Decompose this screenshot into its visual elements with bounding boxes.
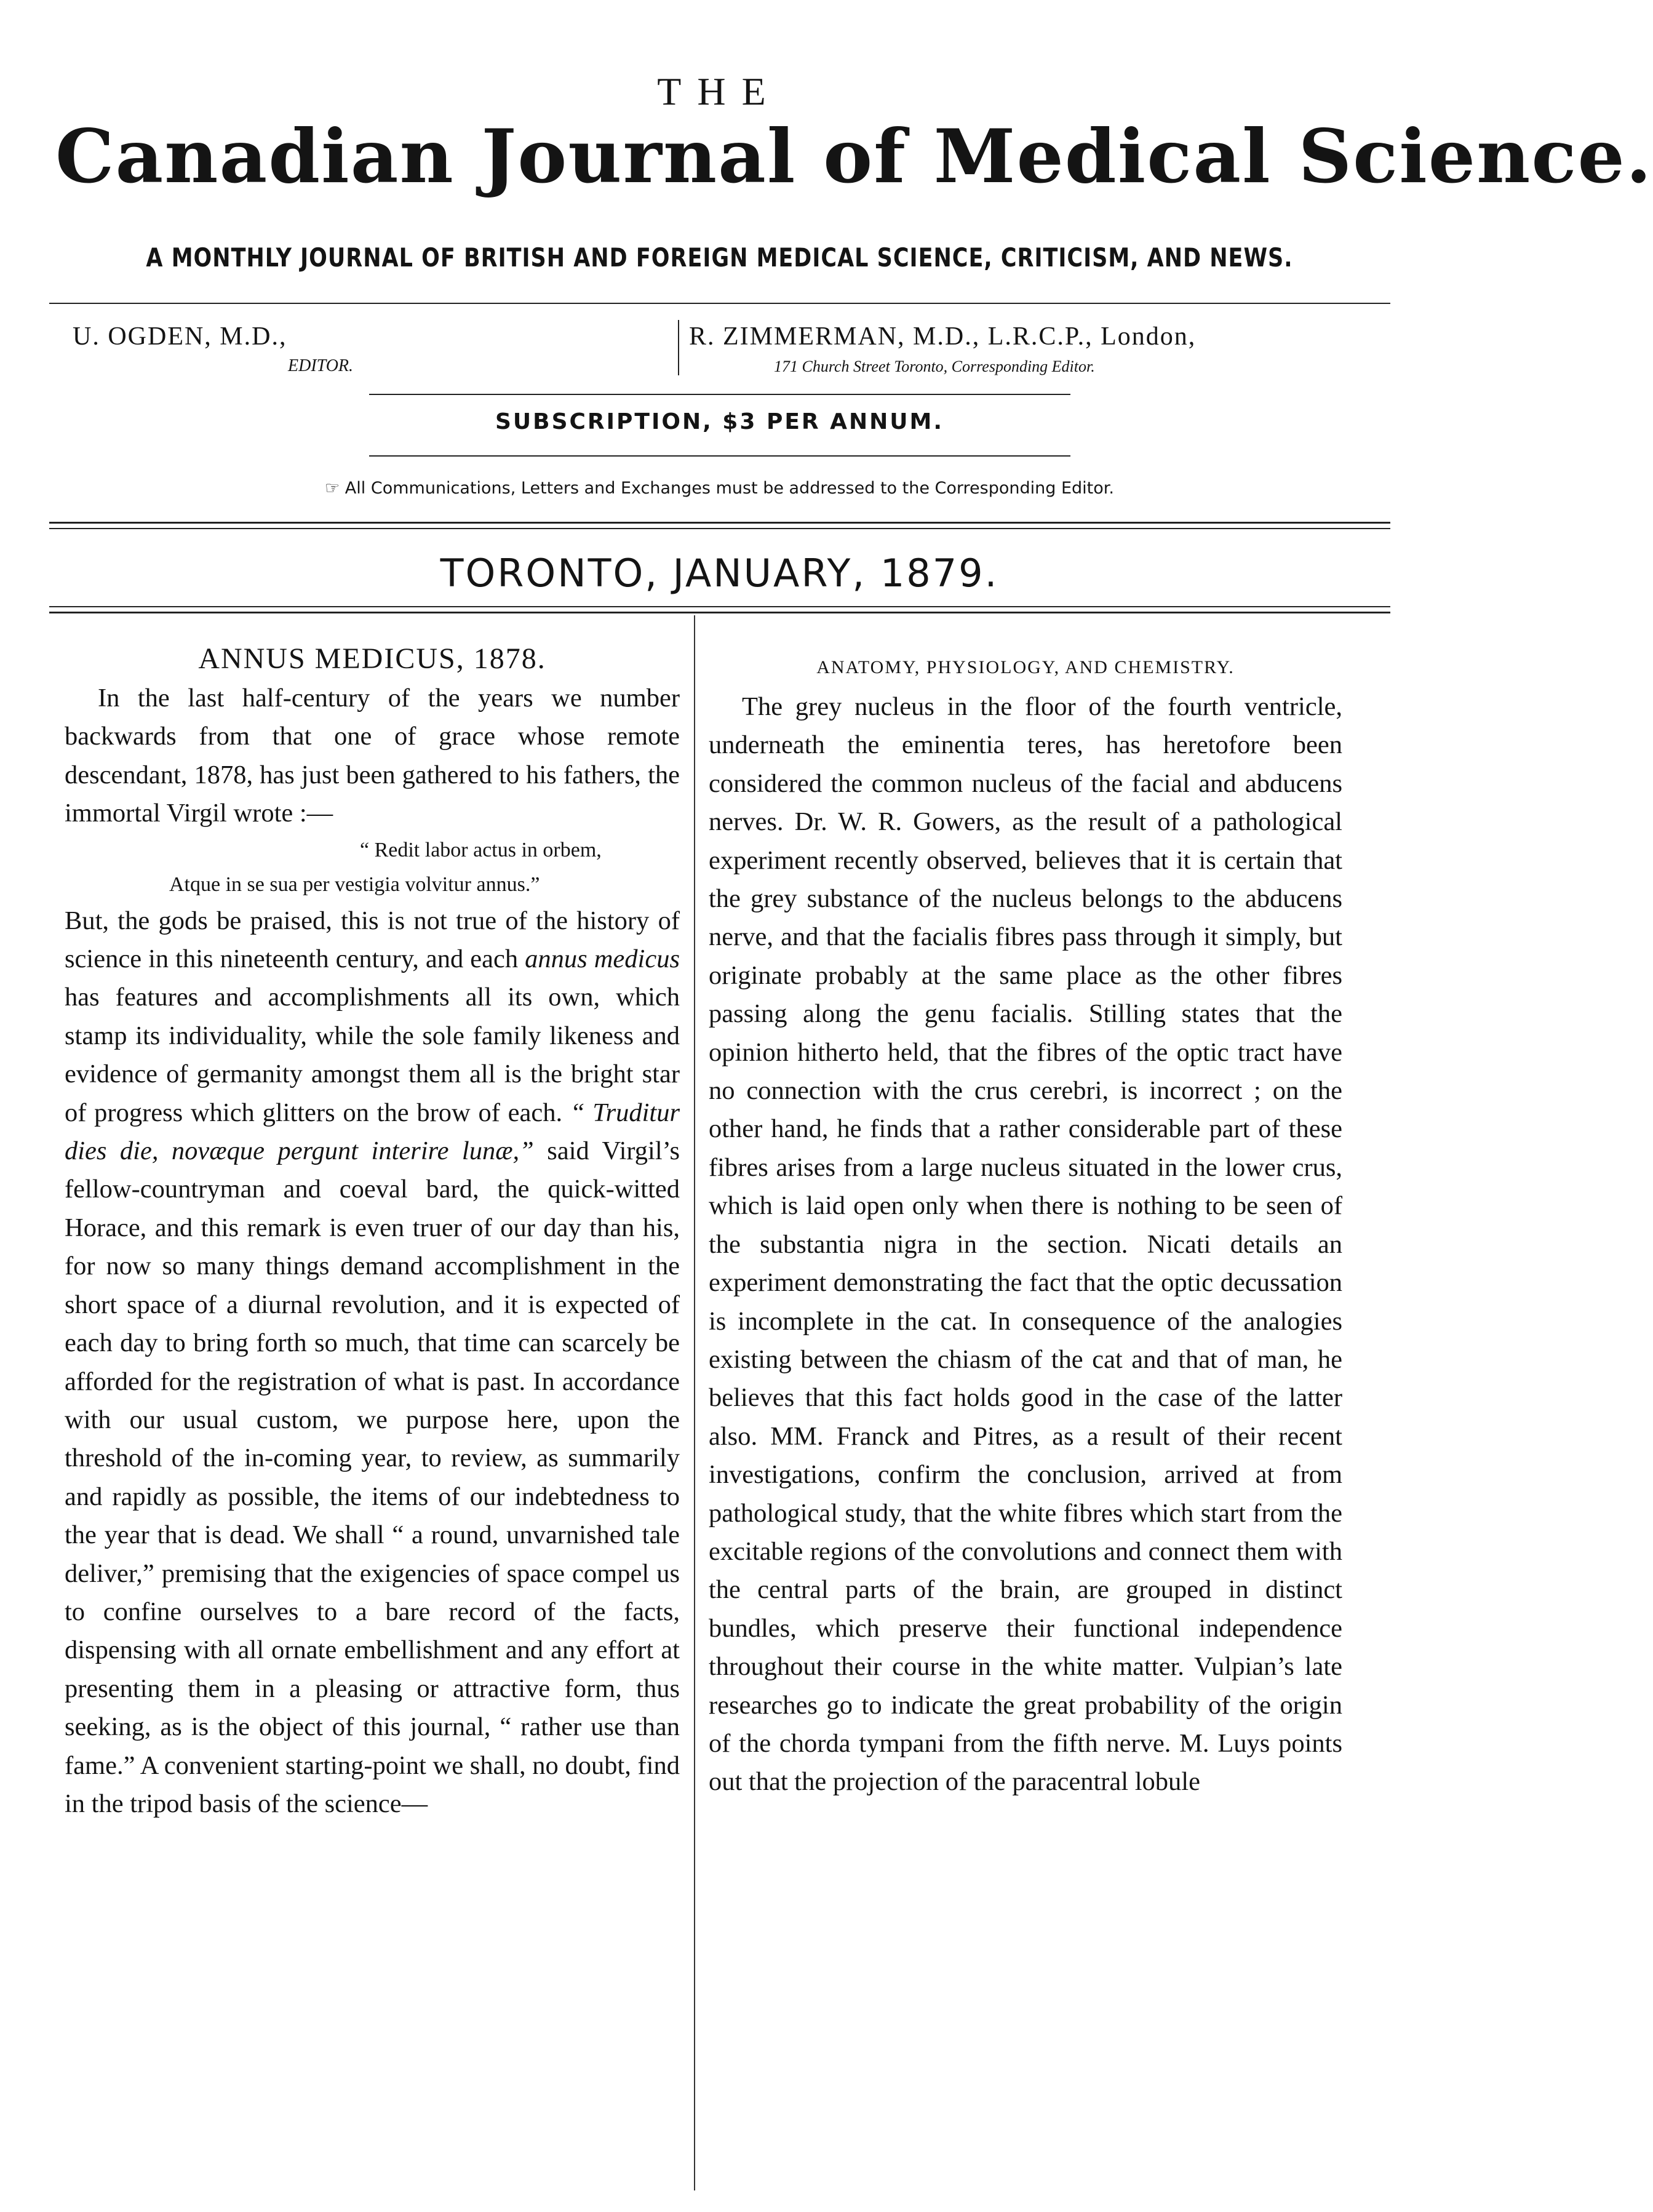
article-paragraph: In the last half-century of the years we number backwards from that one of grace whose remote descendant, 1878, has just been gathered to his fathers, the immortal Virgil wrote :— — [65, 684, 680, 828]
italic-phrase: annus medicus — [525, 944, 680, 974]
section-paragraph: The grey nucleus in the floor of the fourth ventricle, underneath the eminentia teres, has heretofore been considered the common nucleus of the facial and abducens nerves. Dr. W. R. Gowers, as the result of a pathological experiment recently observed, believes that it is certain that the grey substance of the nucleus belongs to the abducens nerve, and that the facialis fibres pass through it simply, but originate probably at the same place as the other fibres passing along the genu facialis. Stilling states that the opinion hitherto held, that the fibres of the optic tract have no connection with the crus cerebri, is incorrect ; on the other hand, he finds that a rather considerable part of these fibres arises from a large nucleus situated in the lower crus, which is laid open only when there is nothing to be seen of the substantia nigra in the section. Nicati details an experiment demonstrating the fact that the optic decussation is incomplete in the cat. In consequence of the analogies existing between the chiasm of the cat and that of man, he believes that this fact holds good in the case of the latter also. MM. Franck and Pitres, as a result of their recent investigations, confirm the conclusion, arrived at from pathological study, that the white fibres which start from the excitable regions of the convolutions and connect them with the central parts of the brain, are grouped in distinct bundles, which preserve their functional independence throughout their course in the white matter. Vulpian’s late researches go to indicate the great probability of the origin of the chorda tympani from the fifth nerve. M. Luys points out that the projection of the paracentral lobule — [709, 692, 1342, 1797]
column-separator — [694, 615, 695, 2190]
header-rule — [49, 303, 1390, 304]
article-heading: ANNUS MEDICUS, 1878. — [198, 642, 546, 675]
latin-quote-line: “ Redit labor actus in orbem, — [360, 838, 602, 861]
dateline-rule-top-1 — [49, 522, 1390, 524]
subscription-rule-top — [369, 394, 1070, 395]
italic-quote: “ Truditur dies die, novæque pergunt interire lunæ,” — [65, 1098, 680, 1166]
dateline-rule-bottom-2 — [49, 612, 1390, 613]
left-column — [65, 640, 680, 1823]
editor-name: U. OGDEN, M.D., — [73, 322, 287, 351]
subscription-line: SUBSCRIPTION, $3 PER ANNUM. — [495, 409, 944, 434]
notice-line: ☞ All Communications, Letters and Exchanges must be addressed to the Corresponding Editor. — [325, 479, 1114, 498]
paragraph-text: But, the gods be praised, this is not true of the history of science in this nineteenth century, and each — [65, 906, 680, 974]
section-heading: ANATOMY, PHYSIOLOGY, AND CHEMISTRY. — [816, 657, 1235, 677]
corresponding-editor-address: 171 Church Street Toronto, Corresponding Editor. — [774, 357, 1095, 375]
journal-subtitle: A MONTHLY JOURNAL OF BRITISH AND FOREIGN MEDICAL SCIENCE, CRITICISM, AND NEWS. — [146, 244, 1293, 273]
journal-title: Canadian Journal of Medical Science. — [55, 113, 1653, 200]
latin-quote-line: Atque in se sua per vestigia volvitur annus.” — [169, 872, 540, 896]
dateline-rule-bottom-1 — [49, 606, 1390, 607]
masthead-the: THE — [657, 70, 782, 113]
dateline: TORONTO, JANUARY, 1879. — [440, 551, 999, 596]
paragraph-text: said Virgil’s fellow-countryman and coeval bard, the quick-witted Horace, and this remark is even truer of our day than his, for now so many things demand accomplishment in the short space of a diurnal revolution, and it is expected of each day to bring forth so much, that time can scarcely be afforded for the registration of what is past. In accordance with our usual custom, we purpose here, upon the threshold of the in-coming year, to review, as summarily and rapidly as possible, the items of our indebtedness to the year that is dead. We shall “ a round, unvarnished tale deliver,” premising that the exigencies of space compel us to confine ourselves to a bare record of the facts, dispensing with all ornate embellishment and any effort at presenting them in a pleasing or attractive form, thus seeking, as is the object of this journal, “ rather use than fame.” A convenient starting-point we shall, no doubt, find in the tripod basis of the science— — [65, 1136, 680, 1818]
right-column — [709, 640, 1342, 1802]
subscription-rule-bottom — [369, 455, 1070, 457]
editor-divider — [678, 320, 679, 375]
article-paragraph — [65, 902, 680, 1824]
editor-role: EDITOR. — [288, 356, 354, 375]
corresponding-editor-name: R. ZIMMERMAN, M.D., L.R.C.P., London, — [689, 322, 1197, 351]
dateline-rule-top-2 — [49, 528, 1390, 529]
paragraph-text: has features and accomplishments all its own, which stamp its individuality, while the sole family likeness and evidence of germanity amongst them all is the bright star of progress which glitters on the brow of each. — [65, 983, 680, 1127]
